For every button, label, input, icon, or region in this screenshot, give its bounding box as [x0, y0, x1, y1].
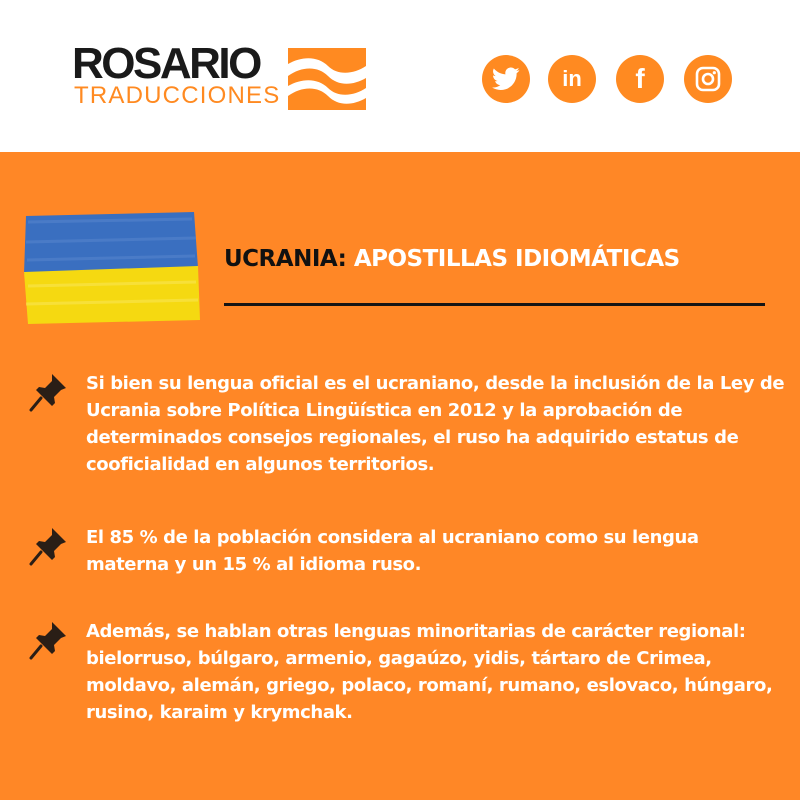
title-country: UCRANIA:	[224, 246, 347, 272]
twitter-button[interactable]	[482, 55, 530, 103]
title-divider	[224, 303, 765, 306]
pushpin-icon	[28, 618, 72, 662]
svg-text:in: in	[562, 66, 582, 91]
facebook-icon	[628, 65, 652, 93]
instagram-button[interactable]	[684, 55, 732, 103]
list-item-text: El 85 % de la población considera al ucraniano como su lengua materna y un 15 % al idioma ruso.	[86, 527, 699, 575]
linkedin-button[interactable]	[548, 55, 596, 103]
title-subject: APOSTILLAS IDIOMÁTICAS	[346, 246, 680, 272]
main-panel	[0, 152, 800, 800]
pushpin-icon	[28, 370, 72, 414]
list-item-text: Además, se hablan otras lenguas minoritarias de carácter regional: bielorruso, búlgaro, armenio, gagaúzo, yidis, tártaro de Crimea, moldavo, alemán, griego, polaco, romaní, rumano, eslovaco, húngaro, rusino, karaim y krymchak.	[86, 621, 773, 723]
instagram-icon	[695, 66, 721, 92]
facebook-button[interactable]	[616, 55, 664, 103]
brand-logo[interactable]	[72, 39, 372, 110]
header	[0, 0, 800, 152]
brand-tagline: TRADUCCIONES	[74, 82, 281, 109]
list-item-text: Si bien su lengua oficial es el ucraniano, desde la inclusión de la Ley de Ucrania sobre Política Lingüística en 2012 y la aprobación de determinados consejos regionales, el ruso ha adquirido estatus de cooficialidad en algunos territorios.	[86, 373, 785, 475]
ukraine-flag	[24, 212, 200, 324]
brand-name: ROSARIO	[72, 39, 260, 88]
page-title	[224, 242, 680, 276]
linkedin-icon	[557, 66, 587, 92]
logo-wave-icon	[288, 48, 366, 110]
pushpin-icon	[28, 524, 72, 568]
twitter-icon	[492, 67, 520, 91]
svg-text:f: f	[635, 65, 645, 93]
